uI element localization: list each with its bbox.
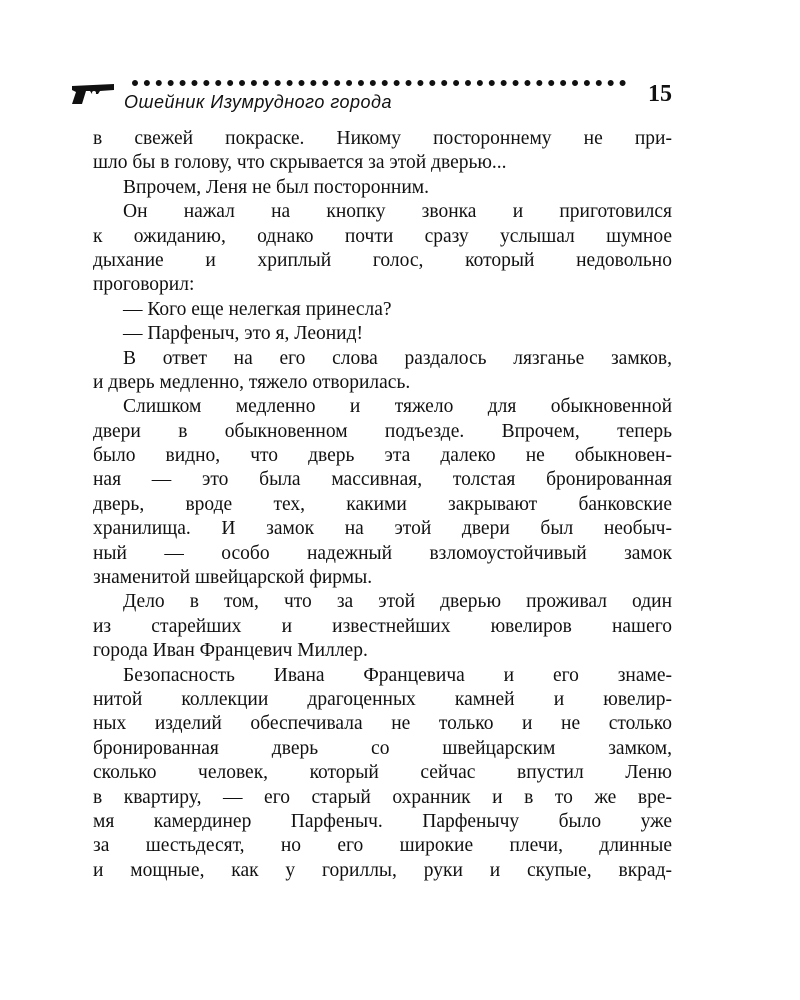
pistol-icon — [70, 80, 116, 106]
text-line: Слишком медленно и тяжело для обыкновенной — [123, 396, 672, 418]
text-line: ная — это была массивная, толстая бронированная — [93, 469, 672, 491]
text-line: из старейших и известнейших ювелиров нашего — [93, 615, 672, 637]
text-line: Он нажал на кнопку звонка и приготовился — [123, 201, 672, 223]
text-line: в свежей покраске. Никому постороннему не при- — [93, 128, 672, 149]
text-line: ных изделий обеспечивала не только и не столько — [93, 713, 672, 735]
text-line: и дверь медленно, тяжело отворилась. — [93, 371, 411, 393]
text-line: проговорил: — [93, 274, 195, 296]
text-line: города Иван Францевич Миллер. — [93, 640, 368, 662]
dotted-rule — [132, 70, 626, 86]
series-title: Ошейник Изумрудного города — [124, 92, 392, 112]
text-line: дыхание и хриплый голос, который недовольно — [93, 249, 672, 271]
text-line: ный — особо надежный взломоустойчивый замок — [93, 542, 672, 564]
dialogue-line: — Парфеныч, это я, Леонид! — [123, 323, 364, 345]
text-line: сколько человек, который сейчас впустил Леню — [93, 762, 672, 784]
text-line: Дело в том, что за этой дверью проживал один — [123, 591, 672, 613]
text-line: дверь, вроде тех, какими закрывают банковские — [93, 493, 672, 515]
text-line: нитой коллекции драгоценных камней и ювелир- — [93, 688, 672, 710]
text-line: знаменитой швейцарской фирмы. — [93, 567, 373, 589]
text-line: за шестьдесят, но его широкие плечи, длинные — [93, 835, 672, 857]
text-line: было видно, что дверь эта далеко не обыкновен- — [93, 445, 672, 467]
dialogue-line: — Кого еще нелегкая принесла? — [123, 298, 392, 320]
text-line: двери в обыкновенном подъезде. Впрочем, теперь — [93, 420, 672, 442]
text-line: Впрочем, Леня не был посторонним. — [123, 176, 429, 198]
text-line: мя камердинер Парфеныч. Парфенычу было уже — [93, 810, 672, 832]
text-line: к ожиданию, однако почти сразу услышал шумное — [93, 225, 672, 247]
text-line: в квартиру, — его старый охранник и в то же вре- — [93, 786, 672, 808]
text-line: хранилища. И замок на этой двери был необыч- — [93, 518, 672, 540]
text-line: шло бы в голову, что скрывается за этой дверью... — [93, 152, 507, 174]
body-text — [93, 127, 672, 883]
page-number: 15 — [648, 81, 672, 107]
text-line: бронированная дверь со швейцарским замком, — [93, 737, 672, 759]
text-line: и мощные, как у гориллы, руки и скупые, вкрад- — [93, 859, 672, 881]
text-line: В ответ на его слова раздалось лязганье замков, — [123, 347, 672, 369]
text-line: Безопасность Ивана Францевича и его знаме- — [123, 664, 672, 686]
running-header — [70, 70, 680, 118]
